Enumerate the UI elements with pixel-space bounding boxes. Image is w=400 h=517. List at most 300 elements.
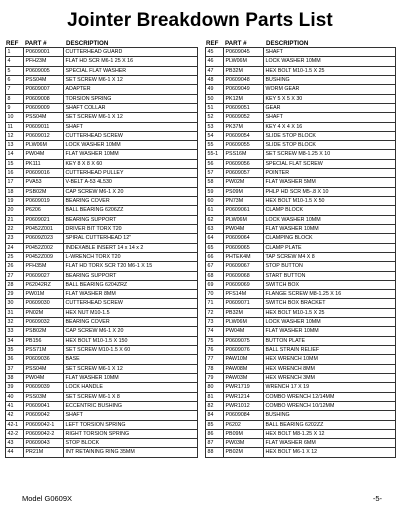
ref-cell: 7 — [6, 85, 24, 94]
table-row — [206, 122, 396, 131]
part-number-cell: PN02M — [24, 308, 64, 317]
ref-cell: 48 — [206, 75, 224, 84]
table-row — [206, 383, 396, 392]
ref-cell: 1 — [6, 48, 24, 57]
ref-cell: 32 — [6, 318, 24, 327]
table-row — [6, 299, 198, 308]
table-row — [6, 364, 198, 373]
table-row — [206, 429, 396, 438]
ref-cell: 15 — [6, 159, 24, 168]
ref-cell: 23 — [6, 234, 24, 243]
table-row — [6, 94, 198, 103]
part-number-cell: PW04M — [24, 150, 64, 159]
description-cell: HEX NUT M10-1.5 — [64, 308, 198, 317]
part-number-cell: P0609057 — [224, 169, 264, 178]
description-cell: DRIVER BIT TORX T20 — [64, 224, 198, 233]
description-cell: SHAFT — [64, 411, 198, 420]
part-number-cell: P0609008 — [24, 94, 64, 103]
part-number-cell: PAW03M — [224, 373, 264, 382]
ref-cell: 40 — [6, 392, 24, 401]
description-cell: SPECIAL FLAT WASHER — [64, 66, 198, 75]
ref-cell: 31 — [6, 308, 24, 317]
part-number-cell: P0609071 — [224, 299, 264, 308]
part-number-cell: P0609048 — [224, 75, 264, 84]
ref-cell: 69 — [206, 280, 224, 289]
description-cell: START BUTTON — [264, 271, 396, 280]
description-cell: HEX BOLT M8-1.25 X 12 — [264, 429, 396, 438]
table-row — [6, 57, 198, 66]
part-number-cell: PW04M — [24, 373, 64, 382]
ref-cell: 16 — [6, 169, 24, 178]
part-number-cell: P0609019 — [24, 197, 64, 206]
part-number-cell: P6202 — [224, 420, 264, 429]
part-number-cell: PK37M — [224, 122, 264, 131]
table-row — [6, 178, 198, 187]
description-cell: CLAMP BLOCK — [264, 206, 396, 215]
model-label: Model G0609X — [22, 494, 73, 503]
description-cell: SPECIAL FLAT SCREW — [264, 159, 396, 168]
table-row — [6, 448, 198, 457]
table-row — [6, 206, 198, 215]
description-cell: LOCK HANDLE — [64, 383, 198, 392]
ref-cell: 20 — [6, 206, 24, 215]
part-number-cell: PW04M — [224, 224, 264, 233]
part-number-cell: PN73M — [224, 197, 264, 206]
part-number-cell: PSS04M — [24, 75, 64, 84]
description-cell: GEAR — [264, 103, 396, 112]
description-cell: HEX BOLT M10-1.5 X 25 — [264, 66, 396, 75]
part-number-cell: PK12M — [224, 94, 264, 103]
part-number-cell: P0452Z002 — [24, 243, 64, 252]
ref-cell: 33 — [6, 327, 24, 336]
description-cell: SET SCREW M6-1 X 8 — [64, 392, 198, 401]
part-number-cell: PW04M — [224, 327, 264, 336]
table-row — [6, 280, 198, 289]
part-number-cell: PS09M — [224, 187, 264, 196]
header-ref: REF — [206, 40, 219, 47]
description-cell: CUTTERHEAD PULLEY — [64, 169, 198, 178]
description-cell: SET SCREW M6-1 X 12 — [64, 113, 198, 122]
ref-cell: 78 — [206, 364, 224, 373]
ref-cell: 42-2 — [6, 429, 24, 438]
ref-cell: 10 — [6, 113, 24, 122]
table-row — [206, 290, 396, 299]
description-cell: SLIDE STOP BLOCK — [264, 131, 396, 140]
part-number-cell: P0609052 — [224, 113, 264, 122]
part-number-cell: PFH23M — [24, 57, 64, 66]
table-row — [206, 206, 396, 215]
table-row — [6, 48, 198, 57]
description-cell: LOCK WASHER 10MM — [264, 215, 396, 224]
table-row — [6, 197, 198, 206]
part-number-cell: PSB02M — [24, 327, 64, 336]
description-cell: FLAT HD TORX SCR T20 M6-1 X 15 — [64, 262, 198, 271]
table-row — [206, 373, 396, 382]
ref-cell: 21 — [6, 215, 24, 224]
ref-cell: 54 — [206, 131, 224, 140]
ref-cell: 56 — [206, 159, 224, 168]
description-cell: BEARING SUPPORT — [64, 271, 198, 280]
description-cell: STOP BUTTON — [264, 262, 396, 271]
part-number-cell: P0609049 — [224, 85, 264, 94]
description-cell: LOCK WASHER 10MM — [264, 57, 396, 66]
ref-cell: 79 — [206, 373, 224, 382]
description-cell: SET SCREW M6-1 X 12 — [64, 364, 198, 373]
description-cell: POINTER — [264, 169, 396, 178]
table-row — [6, 271, 198, 280]
description-cell: FLAT WASHER 10MM — [64, 373, 198, 382]
table-row — [206, 262, 396, 271]
table-row — [6, 336, 198, 345]
ref-cell: 22 — [6, 224, 24, 233]
ref-cell: 14 — [6, 150, 24, 159]
table-row — [6, 392, 198, 401]
table-row — [6, 150, 198, 159]
header-part: PART # — [225, 40, 247, 47]
part-number-cell: PLW06M — [224, 318, 264, 327]
part-number-cell: P0609011 — [24, 122, 64, 131]
ref-cell: 28 — [6, 280, 24, 289]
part-number-cell: P0609021 — [24, 215, 64, 224]
ref-cell: 55-1 — [206, 150, 224, 159]
part-number-cell: PSS04M — [24, 113, 64, 122]
part-number-cell: P0609067 — [224, 262, 264, 271]
table-row — [206, 197, 396, 206]
part-number-cell: PWR1719 — [224, 383, 264, 392]
description-cell: INT RETAINING RING 35MM — [64, 448, 198, 457]
description-cell: RIGHT TORSION SPRING — [64, 429, 198, 438]
part-number-cell: PLW06M — [224, 57, 264, 66]
description-cell: BALL BEARING 6206ZZ — [64, 206, 198, 215]
parts-column-left — [5, 36, 198, 458]
ref-cell: 39 — [6, 383, 24, 392]
part-number-cell: PSS04M — [24, 364, 64, 373]
ref-cell: 67 — [206, 262, 224, 271]
ref-cell: 42 — [6, 411, 24, 420]
ref-cell: 29 — [6, 290, 24, 299]
ref-cell: 68 — [206, 271, 224, 280]
part-number-cell: PSB02M — [24, 187, 64, 196]
description-cell: SET SCREW M6-1 X 12 — [64, 75, 198, 84]
ref-cell: 37 — [6, 364, 24, 373]
ref-cell: 59 — [206, 187, 224, 196]
table-row — [206, 280, 396, 289]
description-cell: CAP SCREW M6-1 X 20 — [64, 327, 198, 336]
part-number-cell: P0609076 — [224, 346, 264, 355]
ref-cell: 34 — [6, 336, 24, 345]
table-row — [206, 215, 396, 224]
part-number-cell: P0609084 — [224, 411, 264, 420]
page-title: Jointer Breakdown Parts List — [67, 10, 333, 31]
description-cell: V-BELT A-53 4L530 — [64, 178, 198, 187]
description-cell: CLAMPING BLOCK — [264, 234, 396, 243]
ref-cell: 72 — [206, 308, 224, 317]
table-row — [206, 401, 396, 410]
table-row — [206, 327, 396, 336]
part-number-cell: P6206 — [24, 206, 64, 215]
description-cell: BUSHING — [264, 411, 396, 420]
ref-cell: 43 — [6, 439, 24, 448]
description-cell: SET SCREW M10-1.5 X 60 — [64, 346, 198, 355]
part-number-cell: P0452Z001 — [24, 224, 64, 233]
column-header — [205, 36, 396, 47]
description-cell: BALL STRAIN RELIEF — [264, 346, 396, 355]
description-cell: CLAMP PLATE — [264, 243, 396, 252]
description-cell: BEARING COVER — [64, 197, 198, 206]
description-cell: BEARING SUPPORT — [64, 215, 198, 224]
table-row — [206, 187, 396, 196]
part-number-cell: P0609045 — [224, 48, 264, 57]
part-number-cell: P0609005 — [24, 66, 64, 75]
table-row — [6, 420, 198, 429]
table-row — [6, 355, 198, 364]
description-cell: BASE — [64, 355, 198, 364]
part-number-cell: P0452Z009 — [24, 252, 64, 261]
description-cell: SHAFT — [264, 113, 396, 122]
ref-cell: 86 — [206, 429, 224, 438]
ref-cell: 49 — [206, 85, 224, 94]
ref-cell: 46 — [206, 57, 224, 66]
ref-cell: 13 — [6, 141, 24, 150]
description-cell: KEY 4 X 4 X 16 — [264, 122, 396, 131]
description-cell: TAP SCREW M4 X 8 — [264, 252, 396, 261]
part-number-cell: P0609Z023 — [24, 234, 64, 243]
part-number-cell: PSS71M — [24, 346, 64, 355]
description-cell: BALL BEARING 6202ZZ — [264, 420, 396, 429]
ref-cell: 9 — [6, 103, 24, 112]
ref-cell: 77 — [206, 355, 224, 364]
description-cell: COMBO WRENCH 12/14MM — [264, 392, 396, 401]
description-cell: FLAT WASHER 10MM — [264, 224, 396, 233]
description-cell: HEX BOLT M10-1.5 X 150 — [64, 336, 198, 345]
table-row — [6, 318, 198, 327]
ref-cell: 61 — [206, 206, 224, 215]
description-cell: SLIDE STOP BLOCK — [264, 141, 396, 150]
ref-cell: 50 — [206, 94, 224, 103]
table-row — [206, 57, 396, 66]
table-row — [6, 122, 198, 131]
part-number-cell: P0609061 — [224, 206, 264, 215]
table-row — [6, 141, 198, 150]
table-row — [6, 411, 198, 420]
description-cell: WRENCH 17 X 19 — [264, 383, 396, 392]
part-number-cell: P0609056 — [224, 159, 264, 168]
part-number-cell: PB156 — [24, 336, 64, 345]
description-cell: BALL BEARING 6204ZRZ — [64, 280, 198, 289]
part-number-cell: PW03M — [224, 439, 264, 448]
part-number-cell: P0609030 — [24, 299, 64, 308]
ref-cell: 80 — [206, 383, 224, 392]
description-cell: LOCK WASHER 10MM — [264, 318, 396, 327]
description-cell: LOCK WASHER 10MM — [64, 141, 198, 150]
table-row — [206, 150, 396, 159]
description-cell: HEX WRENCH 10MM — [264, 355, 396, 364]
table-row — [6, 113, 198, 122]
description-cell: CUTTERHEAD SCREW — [64, 131, 198, 140]
description-cell: HEX WRENCH 8MM — [264, 364, 396, 373]
ref-cell: 85 — [206, 420, 224, 429]
table-row — [206, 364, 396, 373]
ref-cell: 71 — [206, 299, 224, 308]
ref-cell: 53 — [206, 122, 224, 131]
part-number-cell: PAW10M — [224, 355, 264, 364]
table-row — [206, 75, 396, 84]
part-number-cell: PLW06M — [24, 141, 64, 150]
parts-table-right — [205, 47, 396, 458]
part-number-cell: P0609042-1 — [24, 420, 64, 429]
description-cell: SWITCH BOX BRACKET — [264, 299, 396, 308]
ref-cell: 8 — [6, 94, 24, 103]
description-cell: HEX BOLT M6-1 X 12 — [264, 448, 396, 457]
table-row — [6, 224, 198, 233]
description-cell: SWITCH BOX — [264, 280, 396, 289]
part-number-cell: PFH35M — [24, 262, 64, 271]
table-row — [206, 131, 396, 140]
parts-column-right — [205, 36, 396, 458]
table-row — [6, 159, 198, 168]
table-row — [6, 383, 198, 392]
ref-cell: 38 — [6, 373, 24, 382]
description-cell: WORM GEAR — [264, 85, 396, 94]
part-number-cell: P62042RZ — [24, 280, 64, 289]
table-row — [6, 290, 198, 299]
table-row — [6, 103, 198, 112]
part-number-cell: PWR1214 — [224, 392, 264, 401]
table-row — [6, 308, 198, 317]
description-cell: HEX WRENCH 3MM — [264, 373, 396, 382]
part-number-cell: P0609064 — [224, 234, 264, 243]
table-row — [206, 103, 396, 112]
part-number-cell: PB32M — [224, 308, 264, 317]
part-number-cell: P0609012 — [24, 131, 64, 140]
table-row — [6, 262, 198, 271]
description-cell: INDEXABLE INSERT 14 x 14 x 2 — [64, 243, 198, 252]
table-row — [206, 318, 396, 327]
table-row — [6, 131, 198, 140]
description-cell: PHLP HD SCR M5-.8 X 10 — [264, 187, 396, 196]
ref-cell: 25 — [6, 252, 24, 261]
page-number: -5- — [372, 494, 382, 503]
ref-cell: 44 — [6, 448, 24, 457]
table-row — [6, 85, 198, 94]
part-number-cell: PR21M — [24, 448, 64, 457]
part-number-cell: P0609016 — [24, 169, 64, 178]
ref-cell: 60 — [206, 197, 224, 206]
table-row — [6, 187, 198, 196]
ref-cell: 76 — [206, 346, 224, 355]
parts-table-left — [5, 47, 198, 458]
table-row — [206, 85, 396, 94]
description-cell: SHAFT — [264, 48, 396, 57]
ref-cell: 47 — [206, 66, 224, 75]
description-cell: FLAT WASHER 10MM — [264, 327, 396, 336]
ref-cell: 73 — [206, 318, 224, 327]
ref-cell: 4 — [6, 57, 24, 66]
description-cell: HEX BOLT M10-1.5 X 50 — [264, 197, 396, 206]
description-cell: STOP BLOCK — [64, 439, 198, 448]
description-cell: ADAPTER — [64, 85, 198, 94]
table-row — [6, 234, 198, 243]
description-cell: CUTTERHEAD SCREW — [64, 299, 198, 308]
ref-cell: 88 — [206, 448, 224, 457]
description-cell: FLAT WASHER 6MM — [264, 439, 396, 448]
part-number-cell: P0609041 — [24, 401, 64, 410]
part-number-cell: PB32M — [224, 66, 264, 75]
description-cell: BUSHING — [264, 75, 396, 84]
description-cell: CAP SCREW M6-1 X 20 — [64, 187, 198, 196]
description-cell: BUTTON PLATE — [264, 336, 396, 345]
table-row — [206, 439, 396, 448]
header-ref: REF — [6, 40, 19, 47]
part-number-cell: PAW08M — [224, 364, 264, 373]
ref-cell: 81 — [206, 392, 224, 401]
ref-cell: 27 — [6, 271, 24, 280]
table-row — [6, 243, 198, 252]
ref-cell: 45 — [206, 48, 224, 57]
part-number-cell: PB09M — [224, 429, 264, 438]
description-cell: L-WRENCH TORX T20 — [64, 252, 198, 261]
ref-cell: 26 — [6, 262, 24, 271]
table-row — [206, 243, 396, 252]
description-cell: CUTTERHEAD GUARD — [64, 48, 198, 57]
description-cell: COMBO WRENCH 10/12MM — [264, 401, 396, 410]
ref-cell: 87 — [206, 439, 224, 448]
table-row — [6, 346, 198, 355]
part-number-cell: P0609032 — [24, 318, 64, 327]
table-row — [6, 215, 198, 224]
description-cell: KEY 8 X 8 X 60 — [64, 159, 198, 168]
header-description: DESCRIPTION — [266, 40, 309, 47]
description-cell: SHAFT COLLAR — [64, 103, 198, 112]
ref-cell: 65 — [206, 243, 224, 252]
ref-cell: 18 — [6, 187, 24, 196]
part-number-cell: P0609036 — [24, 355, 64, 364]
part-number-cell: P0609009 — [24, 103, 64, 112]
part-number-cell: P0609069 — [224, 280, 264, 289]
ref-cell: 57 — [206, 169, 224, 178]
table-row — [206, 66, 396, 75]
table-row — [206, 141, 396, 150]
ref-cell: 41 — [6, 401, 24, 410]
table-row — [206, 234, 396, 243]
part-number-cell: PSS16M — [224, 150, 264, 159]
ref-cell: 5 — [6, 66, 24, 75]
table-row — [6, 327, 198, 336]
table-row — [206, 411, 396, 420]
ref-cell: 74 — [206, 327, 224, 336]
part-number-cell: P0609027 — [24, 271, 64, 280]
table-row — [206, 159, 396, 168]
description-cell: ECCENTRIC BUSHING — [64, 401, 198, 410]
ref-cell: 35 — [6, 346, 24, 355]
part-number-cell: P0609043 — [24, 439, 64, 448]
part-number-cell: PSS03M — [24, 392, 64, 401]
table-row — [6, 169, 198, 178]
part-number-cell: PK111 — [24, 159, 64, 168]
part-number-cell: PLW06M — [224, 215, 264, 224]
part-number-cell: P0609007 — [24, 85, 64, 94]
table-row — [6, 66, 198, 75]
ref-cell: 30 — [6, 299, 24, 308]
table-row — [206, 299, 396, 308]
ref-cell: 36 — [6, 355, 24, 364]
table-row — [206, 346, 396, 355]
table-row — [206, 271, 396, 280]
description-cell: SHAFT — [64, 122, 198, 131]
ref-cell: 19 — [6, 197, 24, 206]
description-cell: SPIRAL CUTTERHEAD 12" — [64, 234, 198, 243]
ref-cell: 55 — [206, 141, 224, 150]
